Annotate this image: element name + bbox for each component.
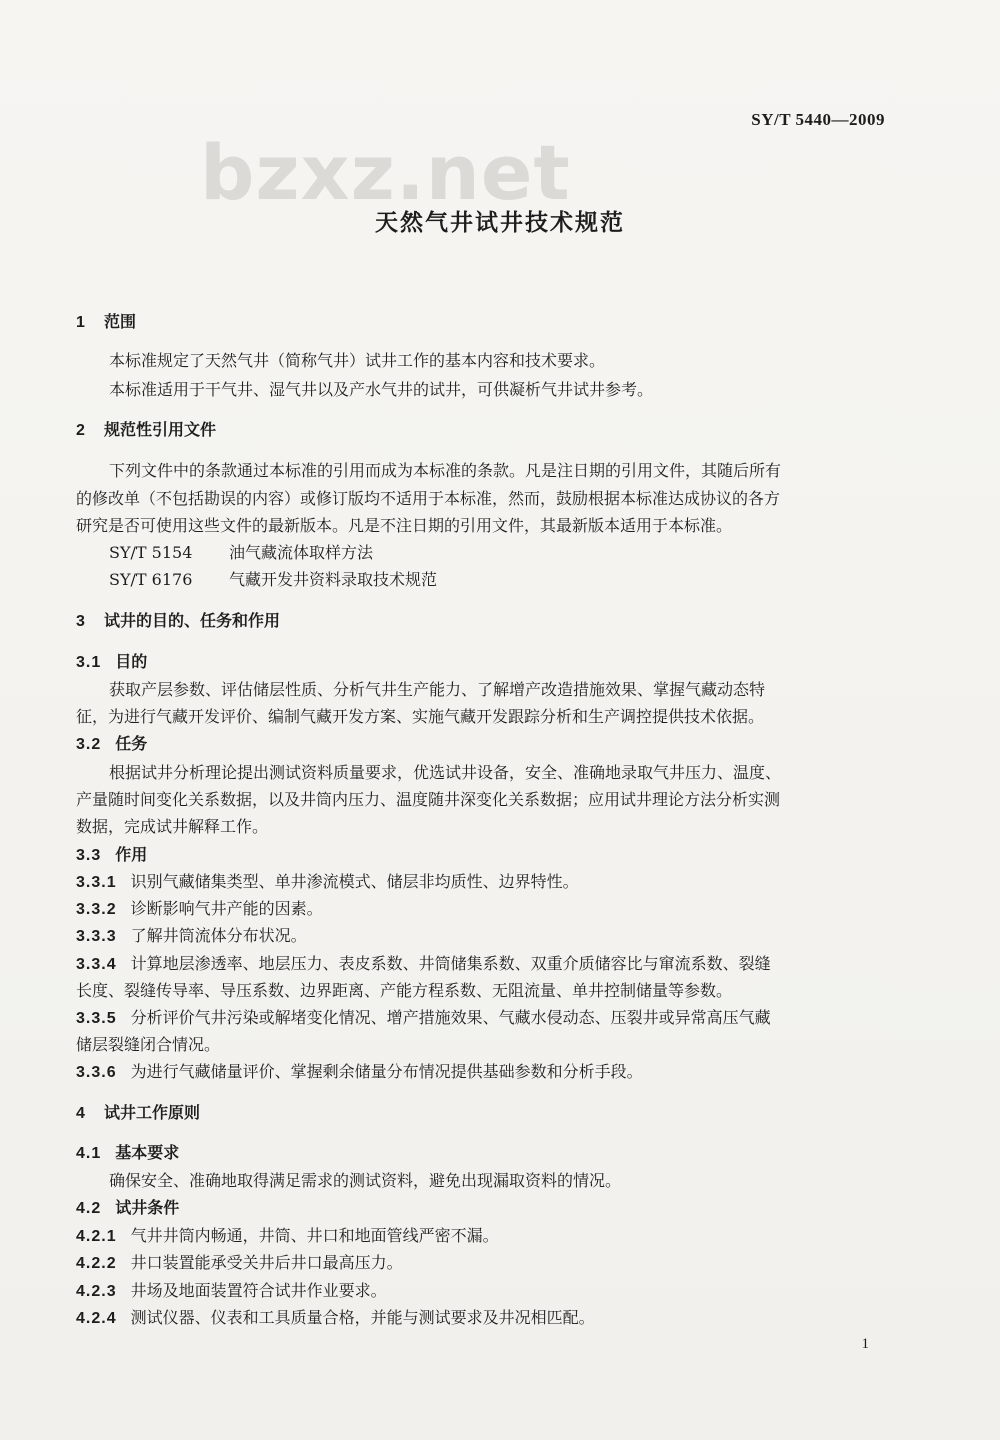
clause-number: 4.2.1 xyxy=(76,1228,117,1245)
clause-3-3-4-line-2: 长度、裂缝传导率、导压系数、边界距离、产能方程系数、无阻流量、单井控制储量等参数。 xyxy=(76,981,733,1000)
clause-3-3-4 xyxy=(76,951,771,974)
document-title: 天然气井试井技术规范 xyxy=(375,210,625,236)
section-1-title: 范围 xyxy=(104,312,137,331)
clause-number: 3.3.2 xyxy=(76,901,117,918)
clause-4-2-heading xyxy=(76,1195,179,1218)
reference-code: SY/T 5154 xyxy=(109,543,193,562)
watermark: bzxz.net xyxy=(200,128,571,217)
clause-title: 作用 xyxy=(115,845,148,864)
clause-text: 测试仪器、仪表和工具质量合格，并能与测试要求及井况相匹配。 xyxy=(130,1308,595,1327)
clause-3-2-line-2: 产量随时间变化关系数据，以及井筒内压力、温度随井深变化关系数据；应用试井理论方法分析实测 xyxy=(76,790,781,809)
clause-text: 识别气藏储集类型、单井渗流模式、储层非均质性、边界特性。 xyxy=(130,872,579,891)
reference-code: SY/T 6176 xyxy=(109,570,193,589)
section-4-heading xyxy=(76,1100,200,1123)
section-1-number: 1 xyxy=(76,314,85,331)
clause-number: 3.3.4 xyxy=(76,956,117,973)
reference-title: 气藏开发井资料录取技术规范 xyxy=(229,570,438,589)
section-3-heading xyxy=(76,608,280,631)
clause-number: 3.3.6 xyxy=(76,1064,117,1081)
section-3-title: 试井的目的、任务和作用 xyxy=(104,611,281,630)
page-number: 1 xyxy=(861,1336,869,1352)
clause-text: 为进行气藏储量评价、掌握剩余储量分布情况提供基础参数和分析手段。 xyxy=(130,1062,643,1081)
clause-3-3-6 xyxy=(76,1059,643,1082)
clause-text: 气井井筒内畅通，井筒、井口和地面管线严密不漏。 xyxy=(130,1226,499,1245)
standard-number: SY/T 5440—2009 xyxy=(751,110,885,129)
clause-text: 井场及地面装置符合试井作业要求。 xyxy=(130,1281,387,1300)
section-4-number: 4 xyxy=(76,1105,85,1122)
section-1-para-1: 本标准规定了天然气井（简称气井）试井工作的基本内容和技术要求。 xyxy=(109,351,606,370)
clause-3-3-3 xyxy=(76,923,307,946)
clause-number: 4.2.4 xyxy=(76,1310,117,1327)
section-2-heading xyxy=(76,417,216,440)
section-4-title: 试井工作原则 xyxy=(104,1103,201,1122)
clause-3-3-5 xyxy=(76,1005,771,1028)
clause-4-2-1 xyxy=(76,1223,499,1246)
section-1-para-2: 本标准适用于干气井、湿气井以及产水气井的试井，可供凝析气井试井参考。 xyxy=(109,380,654,399)
clause-4-2-3 xyxy=(76,1278,387,1301)
clause-3-3-2 xyxy=(76,896,323,919)
clause-title: 目的 xyxy=(115,652,148,671)
clause-text: 井口装置能承受关井后井口最高压力。 xyxy=(130,1253,403,1272)
section-3-number: 3 xyxy=(76,613,85,630)
reference-item xyxy=(109,567,437,590)
clause-3-2-heading xyxy=(76,731,147,754)
clause-number: 4.2.2 xyxy=(76,1255,117,1272)
clause-number: 4.2.3 xyxy=(76,1283,117,1300)
clause-3-3-heading xyxy=(76,842,147,865)
clause-number: 3.3.1 xyxy=(76,874,117,891)
clause-3-3-1 xyxy=(76,869,579,892)
clause-number: 3.3.3 xyxy=(76,928,117,945)
clause-number: 3.1 xyxy=(76,654,102,671)
section-2-para-line-3: 研究是否可使用这些文件的最新版本。凡是不注日期的引用文件，其最新版本适用于本标准。 xyxy=(76,516,733,535)
clause-number: 3.3.5 xyxy=(76,1010,117,1027)
clause-3-3-5-line-2: 储层裂缝闭合情况。 xyxy=(76,1035,221,1054)
clause-3-1-heading xyxy=(76,649,147,672)
clause-4-1-heading xyxy=(76,1140,179,1163)
clause-4-2-2 xyxy=(76,1250,403,1273)
section-2-number: 2 xyxy=(76,422,85,439)
clause-title: 试井条件 xyxy=(115,1198,180,1217)
clause-3-2-line-3: 数据，完成试井解释工作。 xyxy=(76,817,269,836)
clause-text: 分析评价气井污染或解堵变化情况、增产措施效果、气藏水侵动态、压裂井或异常高压气藏 xyxy=(130,1008,771,1027)
section-1-heading xyxy=(76,309,136,332)
clause-number: 4.1 xyxy=(76,1145,102,1162)
clause-number: 4.2 xyxy=(76,1200,102,1217)
clause-text: 计算地层渗透率、地层压力、表皮系数、井筒储集系数、双重介质储容比与窜流系数、裂缝 xyxy=(130,954,771,973)
clause-4-2-4 xyxy=(76,1305,595,1328)
clause-4-1-text: 确保安全、准确地取得满足需求的测试资料，避免出现漏取资料的情况。 xyxy=(109,1171,622,1190)
clause-3-1-line-2: 征，为进行气藏开发评价、编制气藏开发方案、实施气藏开发跟踪分析和生产调控提供技术依据。 xyxy=(76,707,765,726)
clause-number: 3.2 xyxy=(76,736,102,753)
section-2-para-line-2: 的修改单（不包括勘误的内容）或修订版均不适用于本标准，然而，鼓励根据本标准达成协议的各方 xyxy=(76,489,781,508)
clause-text: 了解井筒流体分布状况。 xyxy=(130,926,307,945)
clause-3-2-line-1: 根据试井分析理论提出测试资料质量要求，优选试井设备，安全、准确地录取气井压力、温度、 xyxy=(109,763,782,782)
clause-number: 3.3 xyxy=(76,847,102,864)
clause-text: 诊断影响气井产能的因素。 xyxy=(130,899,323,918)
section-2-title: 规范性引用文件 xyxy=(104,420,217,439)
clause-title: 任务 xyxy=(115,734,148,753)
section-2-para-line-1: 下列文件中的条款通过本标准的引用而成为本标准的条款。凡是注日期的引用文件，其随后所有 xyxy=(109,461,782,480)
clause-title: 基本要求 xyxy=(115,1143,180,1162)
clause-3-1-line-1: 获取产层参数、评估储层性质、分析气井生产能力、了解增产改造措施效果、掌握气藏动态特 xyxy=(109,680,766,699)
reference-title: 油气藏流体取样方法 xyxy=(229,543,374,562)
reference-item xyxy=(109,540,373,563)
